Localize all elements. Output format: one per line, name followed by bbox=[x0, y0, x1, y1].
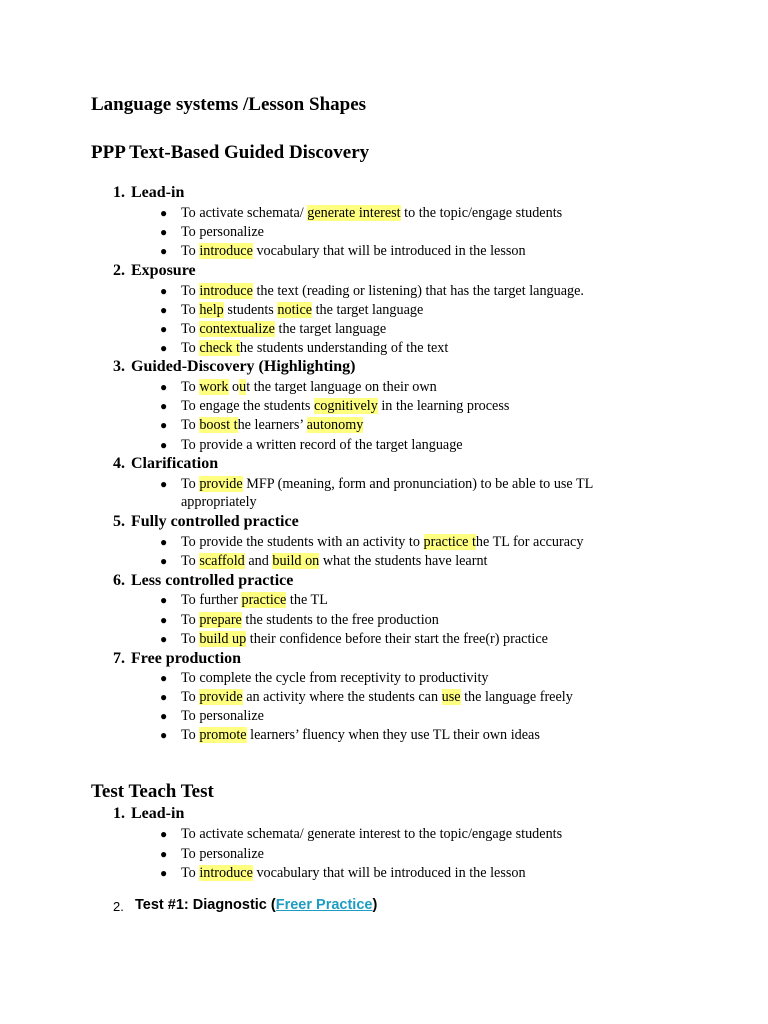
item-label: Fully controlled practice bbox=[131, 513, 299, 530]
highlighted-text: check t bbox=[199, 340, 240, 356]
highlighted-text: generate interest bbox=[307, 205, 401, 221]
highlighted-text: contextualize bbox=[199, 321, 275, 337]
bullet-text: To bbox=[181, 417, 200, 433]
bullet-icon: ● bbox=[160, 709, 168, 723]
bullet-text: To engage the students bbox=[181, 398, 314, 414]
item-label: Clarification bbox=[131, 455, 219, 472]
bullet-icon: ● bbox=[160, 477, 168, 491]
test-item-suffix: ) bbox=[372, 897, 378, 913]
highlighted-text: provide bbox=[199, 689, 243, 705]
numbered-item-heading bbox=[113, 804, 184, 824]
bullet-icon: ● bbox=[160, 535, 168, 549]
highlighted-text: u bbox=[239, 379, 247, 395]
item-number: 3. bbox=[113, 358, 125, 375]
bullet-text: To bbox=[181, 379, 200, 395]
bullet-icon: ● bbox=[160, 554, 168, 568]
highlighted-text: promote bbox=[199, 727, 247, 743]
item-label: Less controlled practice bbox=[131, 572, 294, 589]
bullet-text: vocabulary that will be introduced in the lesson bbox=[252, 865, 526, 881]
bullet-icon: ● bbox=[160, 613, 168, 627]
bullet-text: To bbox=[181, 727, 200, 743]
bullet-text: To provide the students with an activity to bbox=[181, 534, 424, 550]
highlighted-text: introduce bbox=[199, 243, 253, 259]
section-heading: Test Teach Test bbox=[91, 781, 214, 802]
bullet-text: To activate schemata/ generate interest to the topic/engage students bbox=[181, 826, 563, 842]
bullet-text: To personalize bbox=[181, 846, 264, 862]
highlighted-text: scaffold bbox=[199, 553, 245, 569]
bullet-text: To bbox=[181, 321, 200, 337]
bullet-item bbox=[160, 552, 488, 570]
bullet-text: To bbox=[181, 865, 200, 881]
item-number: 5. bbox=[113, 513, 125, 530]
bullet-item bbox=[160, 339, 449, 357]
bullet-item bbox=[160, 416, 364, 434]
bullet-item bbox=[160, 242, 526, 260]
bullet-item bbox=[160, 707, 264, 725]
highlighted-text: provide bbox=[199, 476, 243, 492]
bullet-text: the students to the free production bbox=[241, 612, 439, 628]
bullet-item bbox=[160, 378, 437, 396]
bullet-text: in the learning process bbox=[377, 398, 510, 414]
bullet-item bbox=[160, 282, 584, 300]
bullet-icon: ● bbox=[160, 728, 168, 742]
bullet-text: o bbox=[228, 379, 240, 395]
bullet-item bbox=[160, 630, 548, 648]
bullet-text: to the topic/engage students bbox=[400, 205, 563, 221]
item-number: 2. bbox=[113, 262, 125, 279]
highlighted-text: help bbox=[199, 302, 224, 318]
test-item-heading bbox=[135, 897, 377, 913]
highlighted-text: introduce bbox=[199, 865, 253, 881]
item-label: Guided-Discovery (Highlighting) bbox=[131, 358, 356, 375]
bullet-text: To bbox=[181, 340, 200, 356]
numbered-item-heading bbox=[113, 183, 184, 203]
numbered-item-heading bbox=[113, 454, 218, 474]
highlighted-text: prepare bbox=[199, 612, 242, 628]
test-item-2 bbox=[113, 897, 378, 916]
bullet-item bbox=[160, 688, 573, 706]
highlighted-text: practice bbox=[241, 592, 287, 608]
item-label: Lead-in bbox=[131, 805, 185, 822]
bullet-text: To personalize bbox=[181, 224, 264, 240]
bullet-text: To bbox=[181, 612, 200, 628]
bullet-item bbox=[160, 845, 264, 863]
bullet-continuation: appropriately bbox=[181, 494, 257, 510]
highlighted-text: work bbox=[199, 379, 229, 395]
bullet-text: and bbox=[244, 553, 273, 569]
bullet-item bbox=[160, 864, 526, 882]
bullet-text: To activate schemata/ bbox=[181, 205, 308, 221]
numbered-item-heading bbox=[113, 571, 293, 591]
numbered-item-heading bbox=[113, 649, 241, 669]
bullet-icon: ● bbox=[160, 847, 168, 861]
bullet-text: he learners’ bbox=[237, 417, 307, 433]
bullet-text: vocabulary that will be introduced in the lesson bbox=[252, 243, 526, 259]
bullet-icon: ● bbox=[160, 438, 168, 452]
item-label: Free production bbox=[131, 650, 242, 667]
highlighted-text: autonomy bbox=[306, 417, 364, 433]
bullet-text: To bbox=[181, 283, 200, 299]
bullet-icon: ● bbox=[160, 418, 168, 432]
bullet-text: To personalize bbox=[181, 708, 264, 724]
bullet-item bbox=[160, 320, 387, 338]
bullet-text: learners’ fluency when they use TL their own ideas bbox=[246, 727, 540, 743]
highlighted-text: build up bbox=[199, 631, 247, 647]
highlighted-text: build on bbox=[272, 553, 320, 569]
bullet-text: To bbox=[181, 553, 200, 569]
bullet-text: what the students have learnt bbox=[319, 553, 488, 569]
bullet-icon: ● bbox=[160, 380, 168, 394]
bullet-text: the TL bbox=[286, 592, 328, 608]
bullet-icon: ● bbox=[160, 341, 168, 355]
bullet-item bbox=[160, 669, 489, 687]
highlighted-text: cognitively bbox=[313, 398, 378, 414]
bullet-text: To bbox=[181, 302, 200, 318]
bullet-text: t the target language on their own bbox=[246, 379, 437, 395]
bullet-text: students bbox=[223, 302, 278, 318]
bullet-text: the target language bbox=[312, 302, 424, 318]
bullet-icon: ● bbox=[160, 244, 168, 258]
bullet-item bbox=[160, 825, 563, 843]
item-label: Exposure bbox=[131, 262, 196, 279]
bullet-text: To bbox=[181, 243, 200, 259]
bullet-icon: ● bbox=[160, 671, 168, 685]
bullet-item bbox=[160, 204, 563, 222]
bullet-item bbox=[160, 591, 328, 609]
bullet-text: the language freely bbox=[460, 689, 573, 705]
bullet-icon: ● bbox=[160, 593, 168, 607]
bullet-icon: ● bbox=[160, 303, 168, 317]
item-label: Lead-in bbox=[131, 184, 185, 201]
numbered-item-heading bbox=[113, 512, 299, 532]
bullet-item bbox=[160, 397, 510, 415]
bullet-item bbox=[160, 611, 439, 629]
item-number: 1. bbox=[113, 805, 125, 822]
bullet-icon: ● bbox=[160, 399, 168, 413]
bullet-text: To bbox=[181, 631, 200, 647]
bullet-text: the target language bbox=[274, 321, 387, 337]
bullet-icon: ● bbox=[160, 284, 168, 298]
bullet-icon: ● bbox=[160, 206, 168, 220]
test-item-number: 2. bbox=[113, 899, 124, 914]
item-number: 6. bbox=[113, 572, 125, 589]
bullet-text: To provide a written record of the target language bbox=[181, 437, 463, 453]
bullet-item bbox=[160, 533, 584, 551]
bullet-icon: ● bbox=[160, 632, 168, 646]
bullet-icon: ● bbox=[160, 225, 168, 239]
test-item-prefix: Test #1: Diagnostic ( bbox=[135, 897, 276, 913]
bullet-text: To bbox=[181, 689, 200, 705]
bullet-item bbox=[160, 223, 264, 241]
bullet-text: their confidence before their start the free(r) practice bbox=[246, 631, 548, 647]
item-number: 1. bbox=[113, 184, 125, 201]
bullet-icon: ● bbox=[160, 690, 168, 704]
highlighted-text: notice bbox=[277, 302, 313, 318]
highlighted-text: introduce bbox=[199, 283, 253, 299]
bullet-item bbox=[160, 436, 463, 454]
bullet-item bbox=[160, 301, 424, 319]
highlighted-text: practice t bbox=[423, 534, 476, 550]
bullet-icon: ● bbox=[160, 322, 168, 336]
highlighted-text: boost t bbox=[199, 417, 238, 433]
section-heading: PPP Text-Based Guided Discovery bbox=[91, 142, 370, 163]
bullet-icon: ● bbox=[160, 866, 168, 880]
bullet-text: he students understanding of the text bbox=[239, 340, 449, 356]
bullet-text: To bbox=[181, 476, 200, 492]
bullet-text: To complete the cycle from receptivity to productivity bbox=[181, 670, 489, 686]
document-title: Language systems /Lesson Shapes bbox=[91, 94, 367, 115]
item-number: 7. bbox=[113, 650, 125, 667]
bullet-item bbox=[160, 726, 540, 744]
bullet-text: To further bbox=[181, 592, 242, 608]
bullet-icon: ● bbox=[160, 827, 168, 841]
bullet-text: an activity where the students can bbox=[242, 689, 442, 705]
numbered-item-heading bbox=[113, 357, 355, 377]
bullet-text: the text (reading or listening) that has the target language. bbox=[252, 283, 584, 299]
bullet-item bbox=[160, 475, 594, 493]
bullet-text: he TL for accuracy bbox=[475, 534, 584, 550]
item-number: 4. bbox=[113, 455, 125, 472]
highlighted-text: use bbox=[441, 689, 461, 705]
bullet-text: MFP (meaning, form and pronunciation) to be able to use TL bbox=[242, 476, 594, 492]
numbered-item-heading bbox=[113, 261, 196, 281]
freer-practice-link[interactable]: Freer Practice bbox=[275, 897, 373, 913]
